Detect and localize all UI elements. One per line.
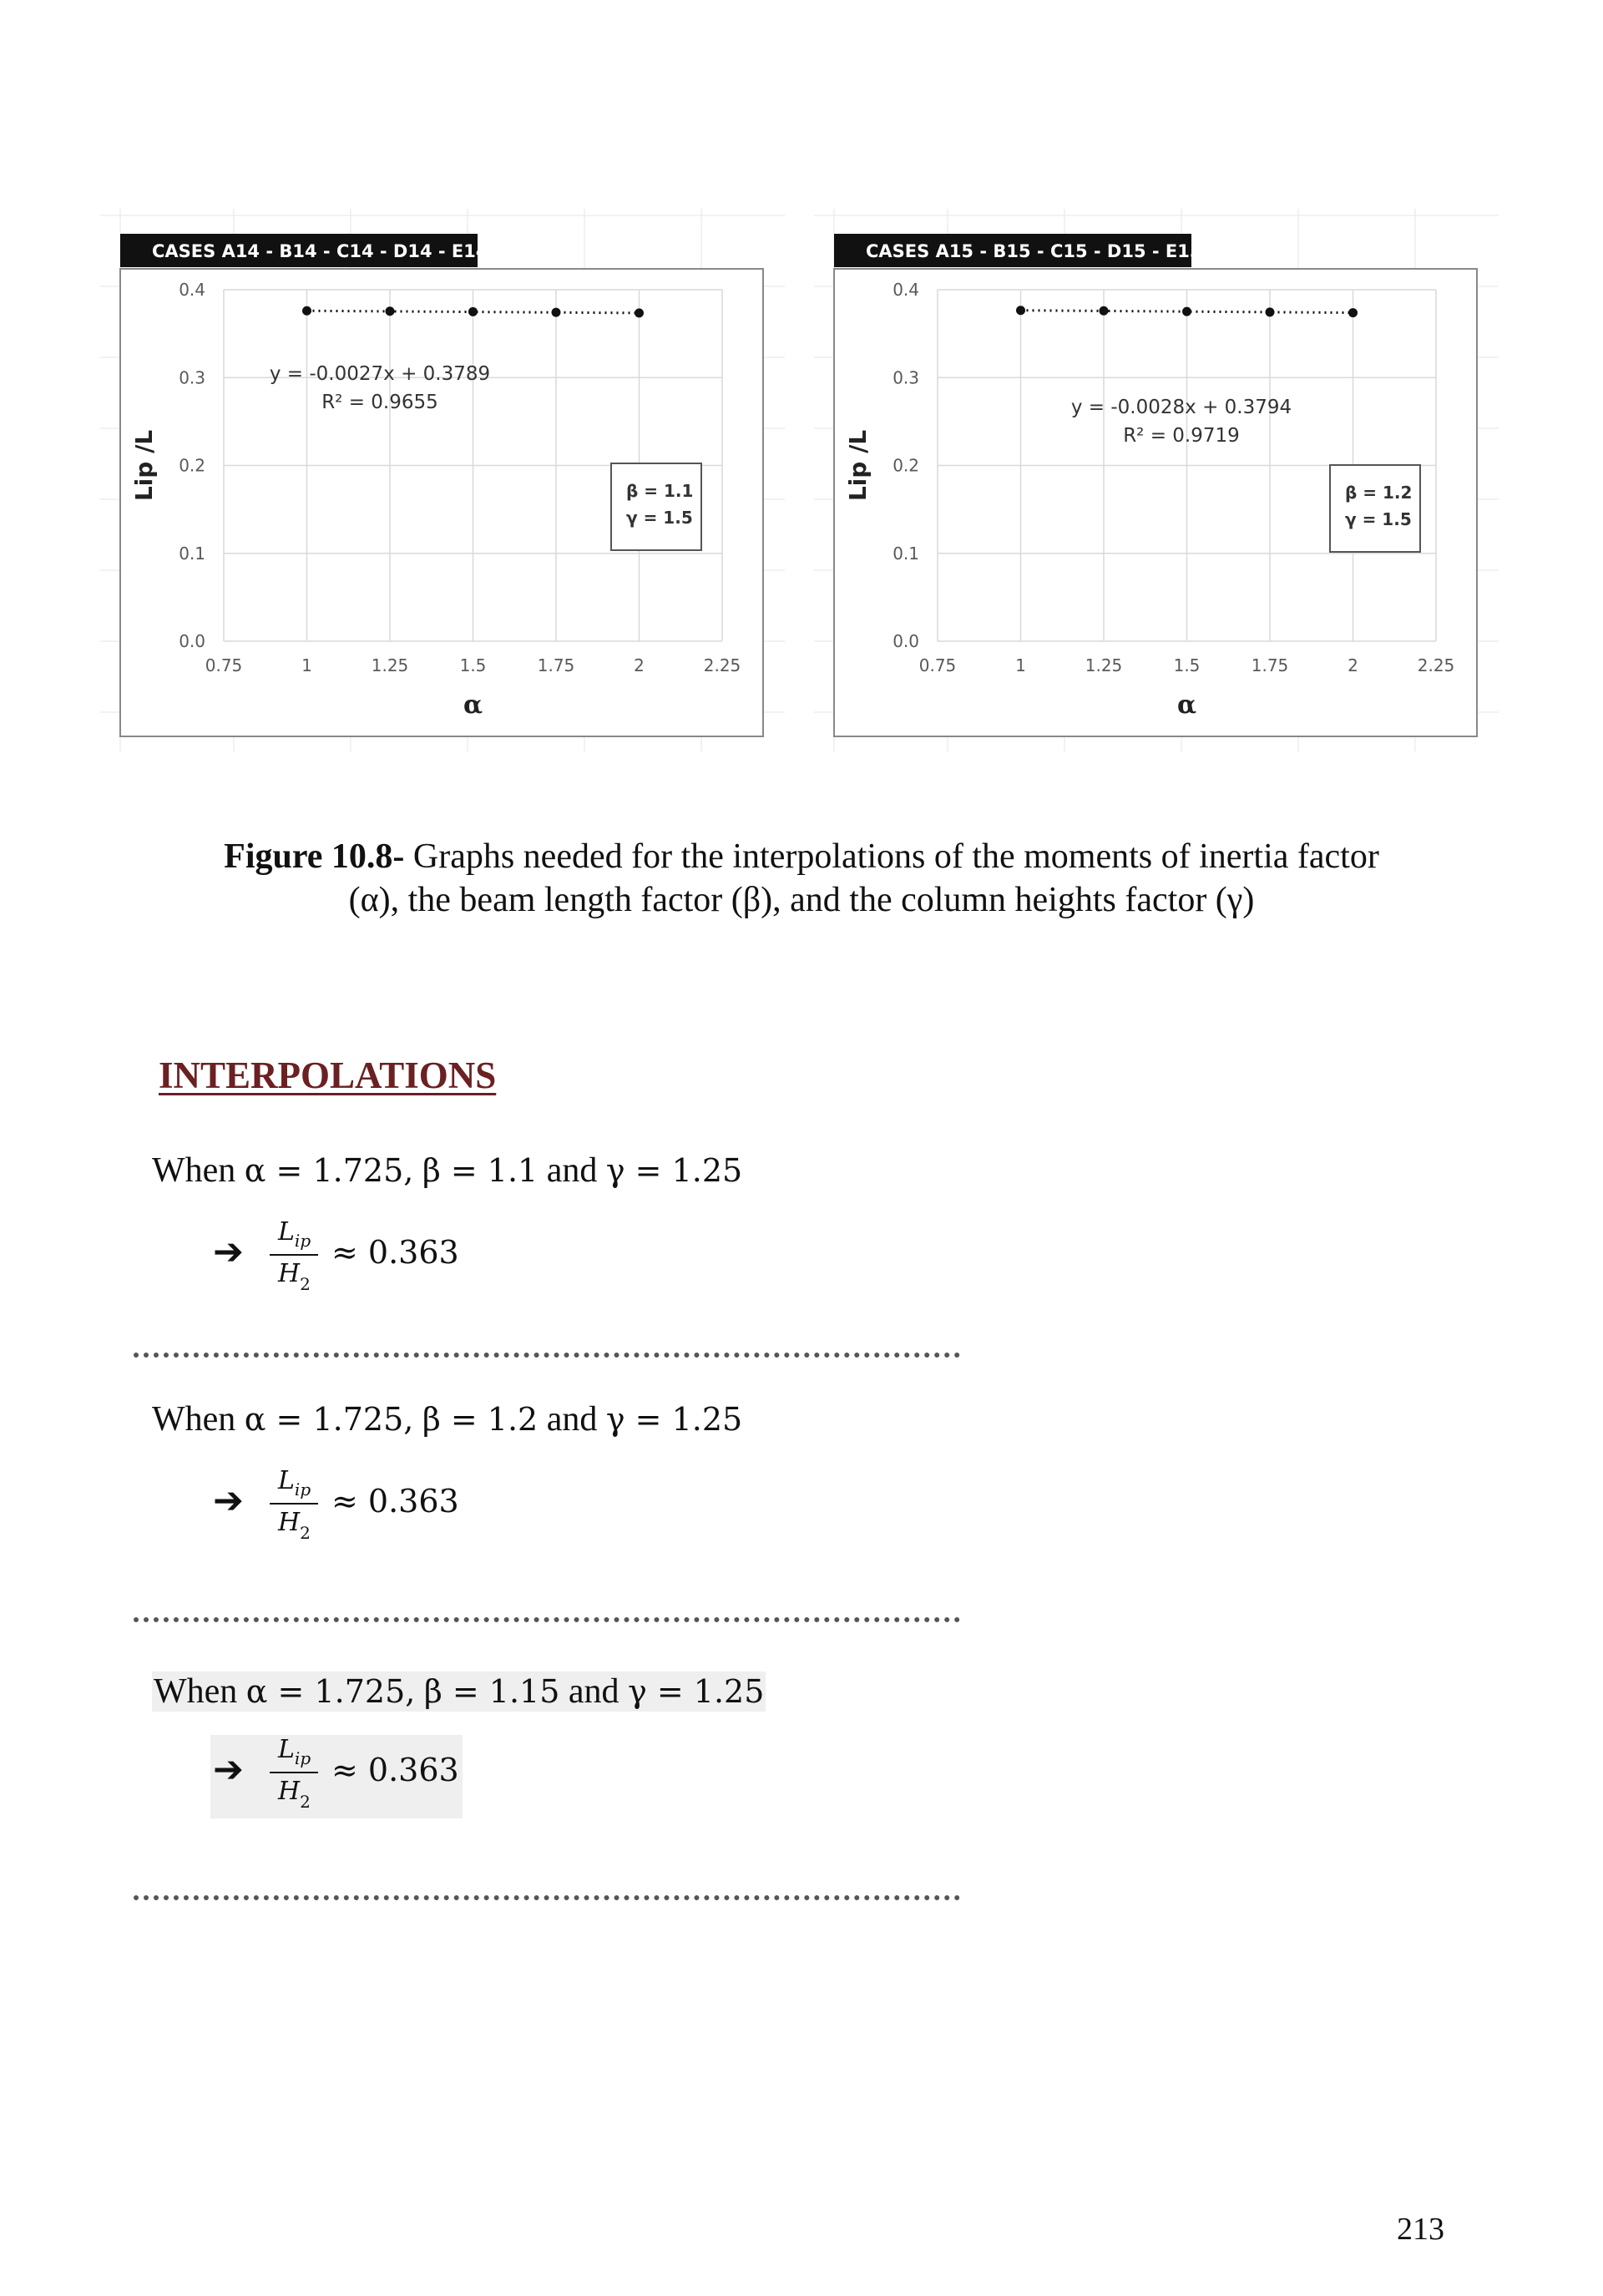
when-label: When xyxy=(152,1400,236,1439)
and-label: and xyxy=(546,1151,598,1190)
fraction-numerator: L xyxy=(278,1217,295,1247)
y-tick-label: 0.3 xyxy=(893,367,919,388)
y-axis-label: Lip /L xyxy=(844,429,872,502)
and-label: and xyxy=(546,1400,598,1439)
arrow-icon: ➔ xyxy=(213,1479,244,1522)
y-tick-label: 0.3 xyxy=(179,367,205,388)
arrow-icon: ➔ xyxy=(213,1748,244,1791)
arrow-icon: ➔ xyxy=(213,1231,244,1273)
x-axis-label: α xyxy=(1176,690,1197,720)
x-tick-label: 2.25 xyxy=(1417,655,1455,675)
fraction-numerator: L xyxy=(278,1735,295,1764)
x-tick-label: 1.5 xyxy=(459,655,487,675)
gamma-value: γ = 1.25 xyxy=(605,1401,743,1438)
figure-caption xyxy=(209,835,1394,922)
y-tick-label: 0.2 xyxy=(179,455,205,476)
beta-value: β = 1.2 xyxy=(422,1401,539,1438)
denominator-subscript: 2 xyxy=(300,1274,311,1294)
fraction-bar xyxy=(270,1254,318,1256)
data-point xyxy=(302,306,311,316)
approx-value: ≈ 0.363 xyxy=(331,1483,459,1520)
chart-a15-svg xyxy=(814,209,1499,751)
interpolation-3-result xyxy=(210,1735,463,1818)
y-tick-label: 0.2 xyxy=(893,455,919,476)
chart-title: CASES A15 - B15 - C15 - D15 - E15 xyxy=(866,241,1202,261)
y-axis-label: Lip /L xyxy=(130,429,158,502)
beta-value: β = 1.15 xyxy=(423,1673,560,1710)
data-point xyxy=(1100,306,1109,316)
chart-a14-svg xyxy=(100,209,785,751)
fraction-bar xyxy=(270,1772,318,1773)
alpha-value: α = 1.725, xyxy=(244,1401,414,1438)
numerator-subscript: ip xyxy=(294,1479,311,1499)
numerator-subscript: ip xyxy=(294,1231,311,1251)
fraction-bar xyxy=(270,1503,318,1505)
x-tick-label: 1.75 xyxy=(1251,655,1289,675)
interpolation-2-condition xyxy=(152,1399,742,1439)
fraction-numerator: L xyxy=(278,1466,295,1495)
y-tick-label: 0.1 xyxy=(179,543,205,564)
figure-caption-label: Figure 10.8- xyxy=(224,837,405,876)
x-axis-label: α xyxy=(463,690,483,720)
x-tick-label: 0.75 xyxy=(918,655,957,675)
fraction-denominator: H xyxy=(278,1259,301,1288)
dotted-separator xyxy=(134,1353,960,1358)
legend-entry: γ = 1.5 xyxy=(626,508,693,528)
legend-entry: β = 1.1 xyxy=(626,481,694,501)
chart-a15 xyxy=(814,209,1499,751)
denominator-subscript: 2 xyxy=(300,1792,311,1812)
legend-box xyxy=(1330,465,1420,552)
fraction-denominator: H xyxy=(278,1777,301,1806)
alpha-value: α = 1.725, xyxy=(244,1152,414,1189)
x-tick-label: 2.25 xyxy=(703,655,741,675)
data-point xyxy=(1182,307,1191,316)
interpolation-1-condition xyxy=(152,1151,742,1191)
x-tick-label: 1.75 xyxy=(537,655,575,675)
trendline-equation: y = -0.0027x + 0.3789 xyxy=(269,363,491,385)
gamma-value: γ = 1.25 xyxy=(628,1673,765,1710)
figure-caption-text: Graphs needed for the interpolations of the moments of inertia factor (α), the beam length factor (β), and the column heights factor (γ) xyxy=(348,837,1379,919)
legend-entry: γ = 1.5 xyxy=(1345,509,1412,529)
gamma-value: γ = 1.25 xyxy=(605,1152,743,1189)
y-tick-label: 0.0 xyxy=(179,631,205,651)
interpolation-1-result xyxy=(213,1217,480,1301)
y-tick-label: 0.4 xyxy=(179,280,205,300)
data-point xyxy=(1348,308,1358,317)
fraction-denominator: H xyxy=(278,1508,301,1537)
beta-value: β = 1.1 xyxy=(422,1152,539,1189)
y-tick-label: 0.4 xyxy=(893,280,919,300)
chart-a14 xyxy=(100,209,785,751)
approx-value: ≈ 0.363 xyxy=(331,1234,459,1271)
legend-entry: β = 1.2 xyxy=(1345,483,1413,503)
data-point xyxy=(1266,307,1275,316)
section-heading: INTERPOLATIONS xyxy=(159,1054,497,1096)
legend-box xyxy=(611,463,701,550)
interpolation-2-result xyxy=(213,1466,480,1550)
dotted-separator xyxy=(134,1617,960,1622)
alpha-value: α = 1.725, xyxy=(245,1673,416,1710)
x-tick-label: 1.25 xyxy=(371,655,409,675)
page-number: 213 xyxy=(1397,2212,1444,2247)
when-label: When xyxy=(154,1672,238,1711)
data-point xyxy=(635,308,644,317)
when-label: When xyxy=(152,1151,236,1190)
trendline-equation: y = -0.0028x + 0.3794 xyxy=(1070,397,1292,418)
dotted-separator xyxy=(134,1895,960,1900)
x-tick-label: 0.75 xyxy=(205,655,243,675)
data-point xyxy=(468,307,478,316)
y-tick-label: 0.0 xyxy=(893,631,919,651)
y-tick-label: 0.1 xyxy=(893,543,919,564)
numerator-subscript: ip xyxy=(294,1748,311,1768)
trendline-r2: R² = 0.9719 xyxy=(1123,425,1240,447)
x-tick-label: 2 xyxy=(634,655,645,675)
data-point xyxy=(552,308,561,317)
chart-title: CASES A14 - B14 - C14 - D14 - E14 xyxy=(152,241,488,261)
x-tick-label: 2 xyxy=(1348,655,1358,675)
denominator-subscript: 2 xyxy=(300,1523,311,1543)
approx-value: ≈ 0.363 xyxy=(331,1752,459,1788)
data-point xyxy=(386,306,395,316)
and-label: and xyxy=(568,1672,619,1711)
x-tick-label: 1.5 xyxy=(1173,655,1201,675)
x-tick-label: 1 xyxy=(301,655,312,675)
trendline-r2: R² = 0.9655 xyxy=(321,392,438,413)
x-tick-label: 1 xyxy=(1015,655,1026,675)
x-tick-label: 1.25 xyxy=(1085,655,1123,675)
data-point xyxy=(1016,306,1025,315)
interpolation-3-condition xyxy=(152,1671,766,1712)
